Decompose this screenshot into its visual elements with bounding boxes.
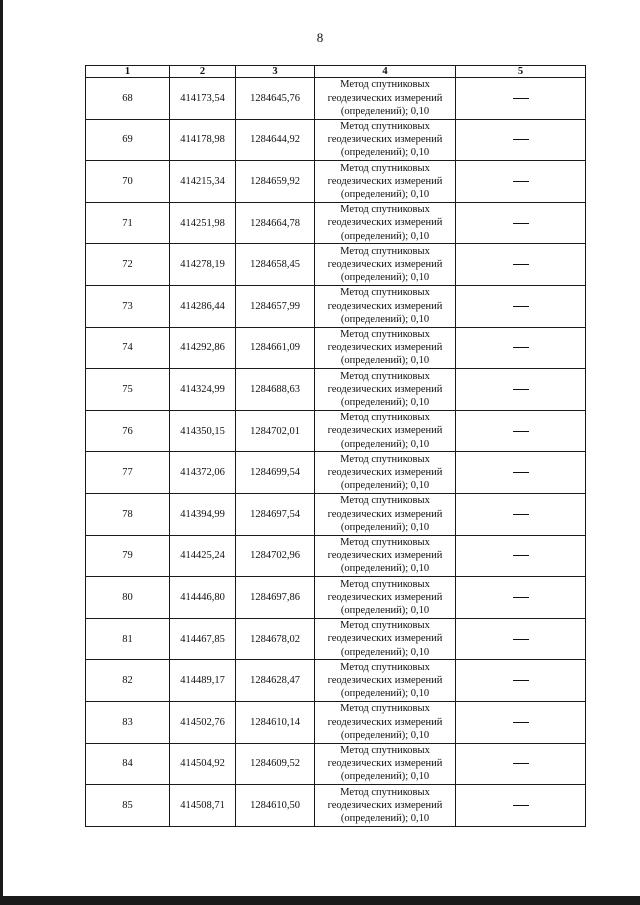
y-coordinate-cell: 1284610,14	[236, 701, 315, 743]
x-coordinate-cell: 414425,24	[170, 535, 236, 577]
table-row	[86, 785, 586, 827]
header-col-4: 4	[315, 66, 456, 78]
header-row	[86, 66, 586, 78]
method-line-2: геодезических измерений	[327, 467, 443, 479]
note-cell	[456, 161, 586, 203]
method-cell	[315, 618, 456, 660]
method-line-3: (определений); 0,10	[340, 105, 430, 117]
table-row	[86, 119, 586, 161]
page-number: 8	[316, 30, 324, 45]
method-line-3: (определений); 0,10	[340, 272, 430, 284]
dash-mark	[513, 98, 529, 99]
method-cell	[315, 535, 456, 577]
point-number-cell: 81	[86, 618, 170, 660]
method-cell	[315, 327, 456, 369]
method-line-1: Метод спутниковых	[340, 329, 430, 341]
dash-mark	[513, 639, 529, 640]
method-cell	[315, 285, 456, 327]
point-number-cell: 82	[86, 660, 170, 702]
coordinates-table	[85, 65, 586, 827]
method-line-2: геодезических измерений	[327, 92, 443, 104]
method-line-3: (определений); 0,10	[340, 771, 430, 783]
method-line-3: (определений); 0,10	[340, 480, 430, 492]
y-coordinate-cell: 1284688,63	[236, 369, 315, 411]
method-cell	[315, 743, 456, 785]
method-line-2: геодезических измерений	[327, 259, 443, 271]
method-line-1: Метод спутниковых	[340, 204, 430, 216]
note-cell	[456, 493, 586, 535]
method-line-3: (определений); 0,10	[340, 521, 430, 533]
method-line-1: Метод спутниковых	[340, 495, 430, 507]
scan-edge-left	[0, 0, 3, 905]
table-row	[86, 78, 586, 120]
point-number-cell: 77	[86, 452, 170, 494]
point-number-cell: 72	[86, 244, 170, 286]
header-col-1: 1	[86, 66, 170, 78]
table-row	[86, 493, 586, 535]
method-line-1: Метод спутниковых	[340, 744, 430, 756]
point-number-cell: 85	[86, 785, 170, 827]
y-coordinate-cell: 1284659,92	[236, 161, 315, 203]
point-number-cell: 80	[86, 577, 170, 619]
method-line-3: (определений); 0,10	[340, 563, 430, 575]
point-number-cell: 83	[86, 701, 170, 743]
x-coordinate-cell: 414215,34	[170, 161, 236, 203]
method-line-1: Метод спутниковых	[340, 121, 430, 133]
method-line-1: Метод спутниковых	[340, 162, 430, 174]
scan-edge-bottom	[0, 896, 640, 905]
y-coordinate-cell: 1284644,92	[236, 119, 315, 161]
method-cell	[315, 701, 456, 743]
method-line-2: геодезических измерений	[327, 550, 443, 562]
x-coordinate-cell: 414489,17	[170, 660, 236, 702]
method-cell	[315, 78, 456, 120]
dash-mark	[513, 181, 529, 182]
table-row	[86, 369, 586, 411]
point-number-cell: 69	[86, 119, 170, 161]
header-col-2: 2	[170, 66, 236, 78]
method-line-2: геодезических измерений	[327, 675, 443, 686]
method-line-3: (определений); 0,10	[340, 355, 430, 367]
note-cell	[456, 577, 586, 619]
table-header	[86, 66, 586, 78]
method-cell	[315, 410, 456, 452]
method-line-2: геодезических измерений	[327, 633, 443, 645]
y-coordinate-cell: 1284661,09	[236, 327, 315, 369]
method-line-2: геодезических измерений	[327, 425, 443, 437]
point-number-cell: 74	[86, 327, 170, 369]
table-row	[86, 202, 586, 244]
x-coordinate-cell: 414446,80	[170, 577, 236, 619]
y-coordinate-cell: 1284702,01	[236, 410, 315, 452]
point-number-cell: 75	[86, 369, 170, 411]
method-line-3: (определений); 0,10	[340, 605, 430, 617]
note-cell	[456, 535, 586, 577]
point-number-cell: 79	[86, 535, 170, 577]
point-number-cell: 73	[86, 285, 170, 327]
method-cell	[315, 119, 456, 161]
method-line-1: Метод спутниковых	[340, 661, 430, 673]
dash-mark	[513, 431, 529, 432]
dash-mark	[513, 389, 529, 390]
method-line-1: Метод спутниковых	[340, 79, 430, 91]
method-line-1: Метод спутниковых	[340, 537, 430, 549]
x-coordinate-cell: 414178,98	[170, 119, 236, 161]
method-cell	[315, 452, 456, 494]
header-col-5: 5	[456, 66, 586, 78]
method-line-1: Метод спутниковых	[340, 620, 430, 632]
table-row	[86, 244, 586, 286]
point-number-cell: 84	[86, 743, 170, 785]
dash-mark	[513, 223, 529, 224]
method-line-3: (определений); 0,10	[340, 688, 430, 700]
method-line-2: геодезических измерений	[327, 342, 443, 354]
method-line-2: геодезических измерений	[327, 591, 443, 603]
method-line-2: геодезических измерений	[327, 716, 443, 728]
y-coordinate-cell: 1284658,45	[236, 244, 315, 286]
table-row	[86, 743, 586, 785]
dash-mark	[513, 805, 529, 806]
method-line-1: Метод спутниковых	[340, 370, 430, 382]
x-coordinate-cell: 414173,54	[170, 78, 236, 120]
method-line-1: Метод спутниковых	[340, 703, 430, 715]
method-line-3: (определений); 0,10	[340, 313, 430, 325]
x-coordinate-cell: 414350,15	[170, 410, 236, 452]
dash-mark	[513, 555, 529, 556]
y-coordinate-cell: 1284697,86	[236, 577, 315, 619]
x-coordinate-cell: 414508,71	[170, 785, 236, 827]
table-row	[86, 577, 586, 619]
note-cell	[456, 785, 586, 827]
method-line-3: (определений); 0,10	[340, 438, 430, 450]
x-coordinate-cell: 414286,44	[170, 285, 236, 327]
note-cell	[456, 701, 586, 743]
x-coordinate-cell: 414324,99	[170, 369, 236, 411]
note-cell	[456, 119, 586, 161]
point-number-cell: 71	[86, 202, 170, 244]
y-coordinate-cell: 1284657,99	[236, 285, 315, 327]
y-coordinate-cell: 1284645,76	[236, 78, 315, 120]
method-line-3: (определений); 0,10	[340, 189, 430, 201]
note-cell	[456, 618, 586, 660]
note-cell	[456, 78, 586, 120]
note-cell	[456, 410, 586, 452]
table-row	[86, 618, 586, 660]
method-cell	[315, 785, 456, 827]
header-col-3: 3	[236, 66, 315, 78]
x-coordinate-cell: 414502,76	[170, 701, 236, 743]
dash-mark	[513, 139, 529, 140]
method-cell	[315, 202, 456, 244]
table-row	[86, 161, 586, 203]
y-coordinate-cell: 1284628,47	[236, 660, 315, 702]
x-coordinate-cell: 414292,86	[170, 327, 236, 369]
dash-mark	[513, 472, 529, 473]
y-coordinate-cell: 1284699,54	[236, 452, 315, 494]
dash-mark	[513, 597, 529, 598]
method-line-2: геодезических измерений	[327, 383, 443, 395]
y-coordinate-cell: 1284610,50	[236, 785, 315, 827]
method-cell	[315, 161, 456, 203]
table-row	[86, 535, 586, 577]
method-line-3: (определений); 0,10	[340, 812, 430, 824]
method-line-2: геодезических измерений	[327, 217, 443, 229]
method-cell	[315, 577, 456, 619]
note-cell	[456, 202, 586, 244]
note-cell	[456, 369, 586, 411]
method-line-3: (определений); 0,10	[340, 397, 430, 409]
dash-mark	[513, 680, 529, 681]
method-cell	[315, 244, 456, 286]
dash-mark	[513, 722, 529, 723]
y-coordinate-cell: 1284609,52	[236, 743, 315, 785]
method-line-2: геодезических измерений	[327, 508, 443, 520]
point-number-cell: 78	[86, 493, 170, 535]
note-cell	[456, 244, 586, 286]
x-coordinate-cell: 414278,19	[170, 244, 236, 286]
dash-mark	[513, 347, 529, 348]
x-coordinate-cell: 414251,98	[170, 202, 236, 244]
note-cell	[456, 327, 586, 369]
table-row	[86, 701, 586, 743]
note-cell	[456, 285, 586, 327]
method-line-1: Метод спутниковых	[340, 412, 430, 424]
x-coordinate-cell: 414504,92	[170, 743, 236, 785]
table-row	[86, 452, 586, 494]
method-line-3: (определений); 0,10	[340, 147, 430, 159]
note-cell	[456, 743, 586, 785]
x-coordinate-cell: 414372,06	[170, 452, 236, 494]
table-body	[86, 78, 586, 827]
dash-mark	[513, 306, 529, 307]
method-line-2: геодезических измерений	[327, 134, 443, 146]
table-row	[86, 660, 586, 702]
note-cell	[456, 452, 586, 494]
note-cell	[456, 660, 586, 702]
method-line-2: геодезических измерений	[327, 300, 443, 312]
method-line-2: геодезических измерений	[327, 175, 443, 187]
y-coordinate-cell: 1284702,96	[236, 535, 315, 577]
y-coordinate-cell: 1284664,78	[236, 202, 315, 244]
table-row	[86, 410, 586, 452]
x-coordinate-cell: 414394,99	[170, 493, 236, 535]
method-line-1: Метод спутниковых	[340, 578, 430, 590]
x-coordinate-cell: 414467,85	[170, 618, 236, 660]
method-line-1: Метод спутниковых	[340, 453, 430, 465]
method-line-2: геодезических измерений	[327, 758, 443, 770]
method-line-1: Метод спутниковых	[340, 287, 430, 299]
point-number-cell: 70	[86, 161, 170, 203]
point-number-cell: 68	[86, 78, 170, 120]
point-number-cell: 76	[86, 410, 170, 452]
method-cell	[315, 369, 456, 411]
method-line-3: (определений); 0,10	[340, 230, 430, 242]
method-line-3: (определений); 0,10	[340, 729, 430, 741]
dash-mark	[513, 264, 529, 265]
y-coordinate-cell: 1284697,54	[236, 493, 315, 535]
table-row	[86, 327, 586, 369]
dash-mark	[513, 514, 529, 515]
method-line-1: Метод спутниковых	[340, 786, 430, 798]
method-line-2: геодезических измерений	[327, 799, 443, 811]
dash-mark	[513, 763, 529, 764]
method-cell	[315, 660, 456, 702]
method-cell	[315, 493, 456, 535]
method-line-3: (определений); 0,10	[340, 646, 430, 658]
y-coordinate-cell: 1284678,02	[236, 618, 315, 660]
method-line-1: Метод спутниковых	[340, 245, 430, 257]
table-row	[86, 285, 586, 327]
